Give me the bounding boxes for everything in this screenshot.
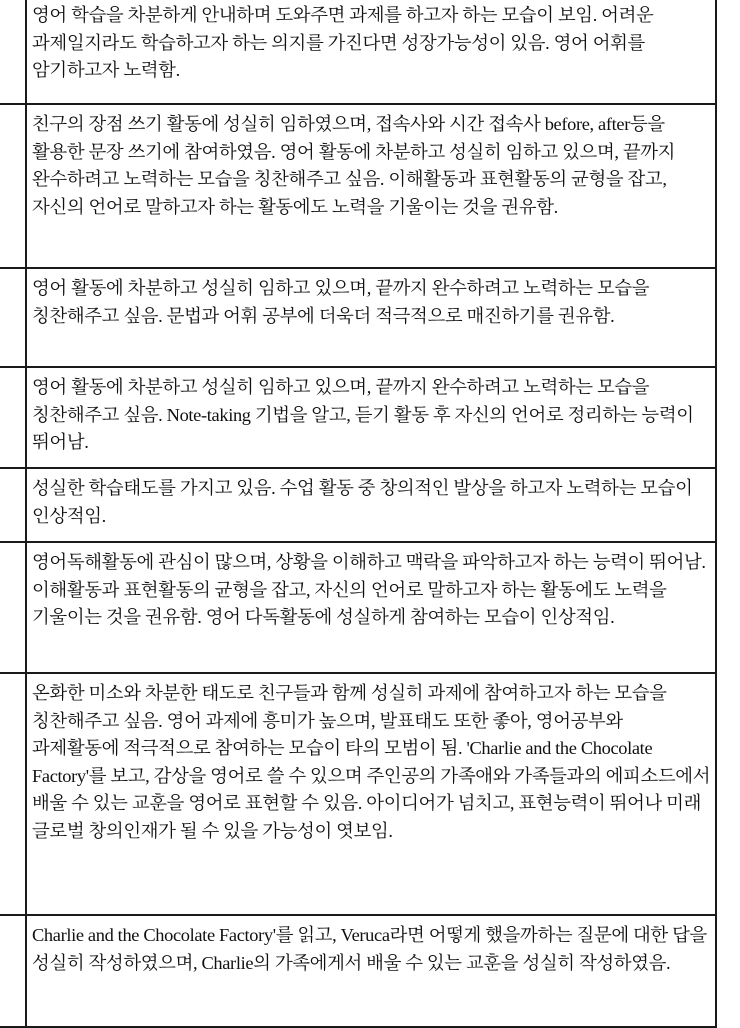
comment-cell: 친구의 장점 쓰기 활동에 성실히 임하였으며, 접속사와 시간 접속사 before, after등을 활용한 문장 쓰기에 참여하였음. 영어 활동에 차분하고 성실히 임하고 있으며, 끝까지 완수하려고 노력하는 모습을 칭찬해주고 싶음. 이해활동과 표현활동의 균형을 잡고, 자신의 언어로 말하고자 하는 활동에도 노력을 기울이는 것을 권유함. bbox=[26, 104, 716, 268]
table-row bbox=[0, 104, 716, 268]
row-index-cell bbox=[0, 0, 26, 104]
table-row bbox=[0, 915, 716, 1027]
row-index-cell bbox=[0, 673, 26, 915]
comment-cell: 영어 활동에 차분하고 성실히 임하고 있으며, 끝까지 완수하려고 노력하는 모습을 칭찬해주고 싶음. Note-taking 기법을 알고, 듣기 활동 후 자신의 언어로 정리하는 능력이 뛰어남. bbox=[26, 367, 716, 468]
comment-cell: 영어 학습을 차분하게 안내하며 도와주면 과제를 하고자 하는 모습이 보임. 어려운 과제일지라도 학습하고자 하는 의지를 가진다면 성장가능성이 있음. 영어 어휘를 암기하고자 노력함. bbox=[26, 0, 716, 104]
comment-cell: 영어 활동에 차분하고 성실히 임하고 있으며, 끝까지 완수하려고 노력하는 모습을 칭찬해주고 싶음. 문법과 어휘 공부에 더욱더 적극적으로 매진하기를 권유함. bbox=[26, 268, 716, 367]
row-index-cell bbox=[0, 268, 26, 367]
table-row bbox=[0, 0, 716, 104]
comment-cell: 성실한 학습태도를 가지고 있음. 수업 활동 중 창의적인 발상을 하고자 노력하는 모습이 인상적임. bbox=[26, 468, 716, 542]
table-row bbox=[0, 367, 716, 468]
table-row bbox=[0, 673, 716, 915]
row-index-cell bbox=[0, 367, 26, 468]
row-index-cell bbox=[0, 104, 26, 268]
comment-cell: 온화한 미소와 차분한 태도로 친구들과 함께 성실히 과제에 참여하고자 하는 모습을 칭찬해주고 싶음. 영어 과제에 흥미가 높으며, 발표태도 또한 좋아, 영어공부와 과제활동에 적극적으로 참여하는 모습이 타의 모범이 됨. 'Charlie and the Chocolate Factory'를 보고, 감상을 영어로 쓸 수 있으며 주인공의 가족애와 가족들과의 에피소드에서 배울 수 있는 교훈을 영어로 표현할 수 있음. 아이디어가 넘치고, 표현능력이 뛰어나 미래 글로벌 창의인재가 될 수 있을 가능성이 엿보임. bbox=[26, 673, 716, 915]
table-row bbox=[0, 268, 716, 367]
row-index-cell bbox=[0, 542, 26, 673]
table-row bbox=[0, 468, 716, 542]
comment-cell: Charlie and the Chocolate Factory'를 읽고, Veruca라면 어떻게 했을까하는 질문에 대한 답을 성실히 작성하였으며, Charlie의 가족에게서 배울 수 있는 교훈을 성실히 작성하였음. bbox=[26, 915, 716, 1027]
row-index-cell bbox=[0, 468, 26, 542]
row-index-cell bbox=[0, 915, 26, 1027]
table-row bbox=[0, 542, 716, 673]
comment-cell: 영어독해활동에 관심이 많으며, 상황을 이해하고 맥락을 파악하고자 하는 능력이 뛰어남. 이해활동과 표현활동의 균형을 잡고, 자신의 언어로 말하고자 하는 활동에도 노력을 기울이는 것을 권유함. 영어 다독활동에 성실하게 참여하는 모습이 인상적임. bbox=[26, 542, 716, 673]
